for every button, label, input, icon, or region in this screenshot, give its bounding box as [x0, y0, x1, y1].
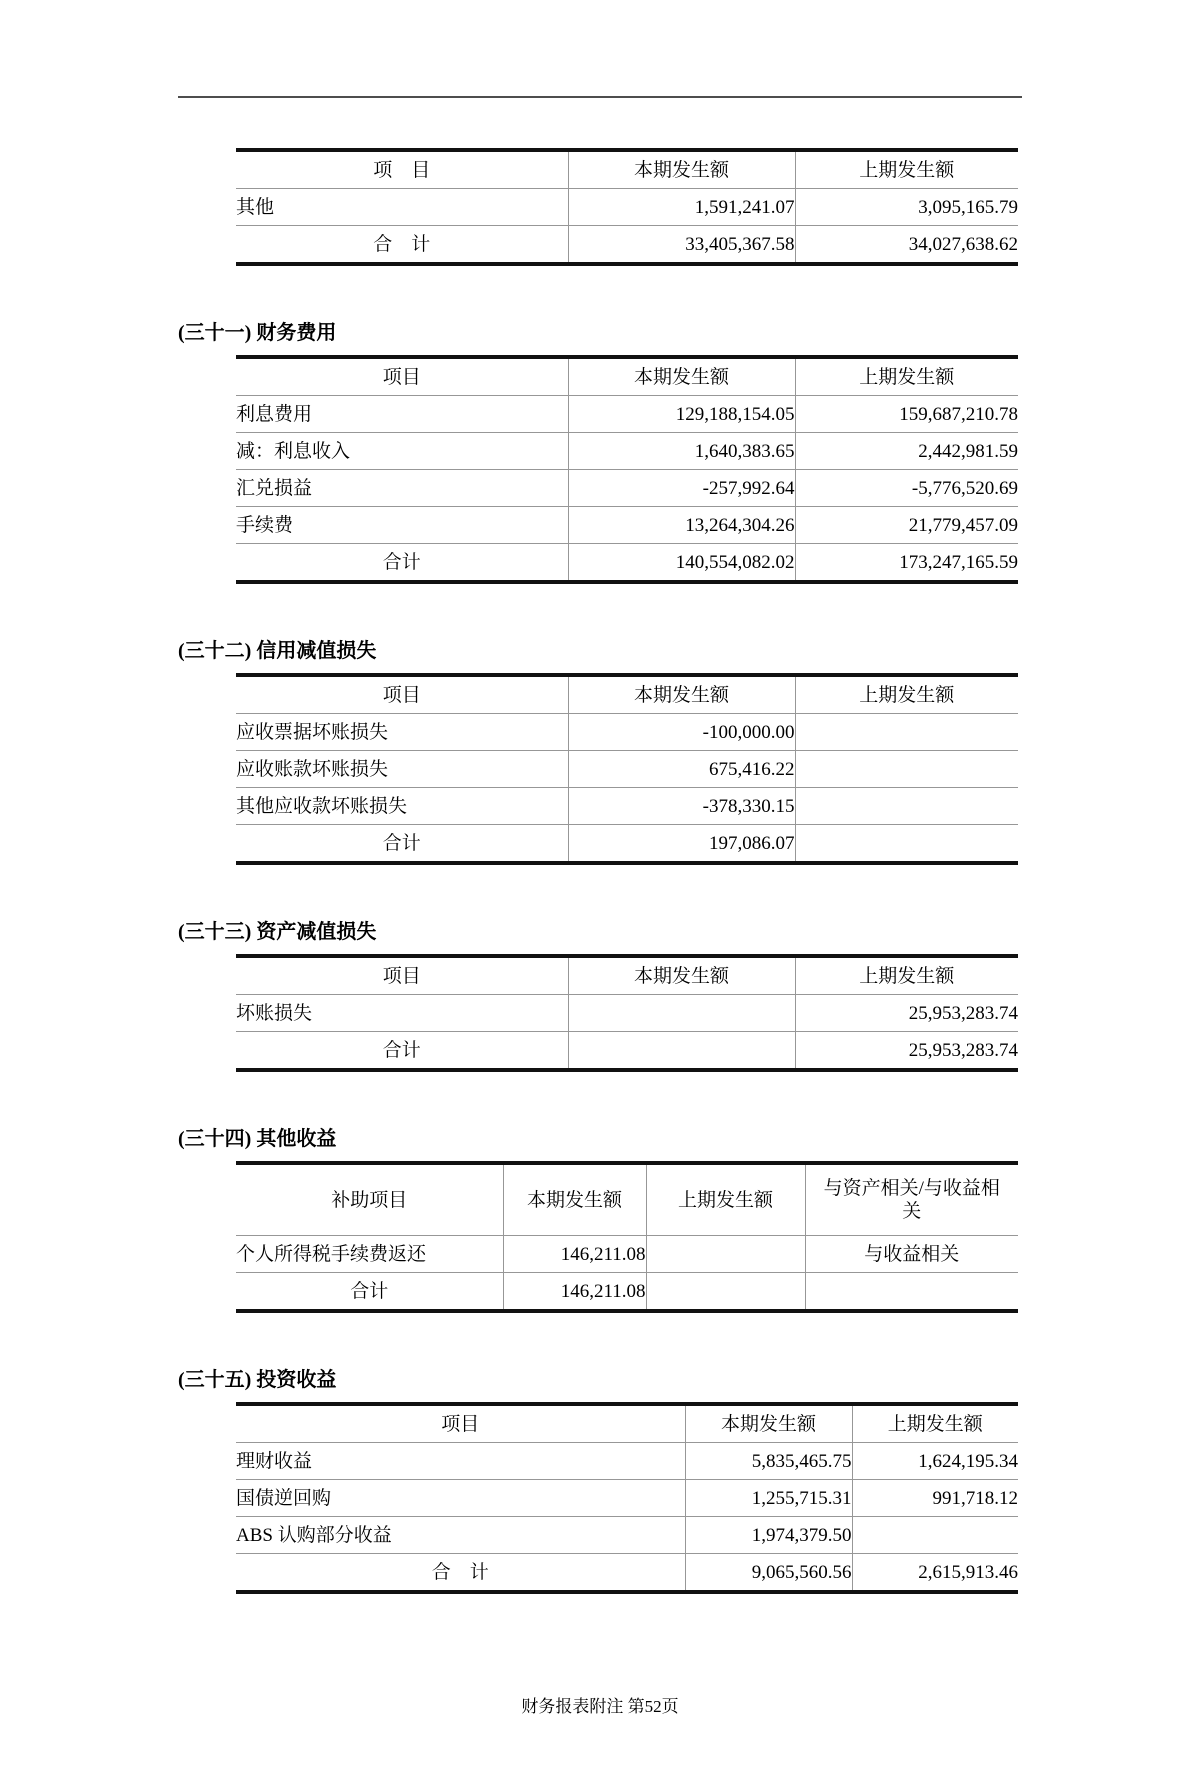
financial-expenses-table — [236, 355, 1018, 584]
cell-value: -100,000.00 — [568, 714, 795, 751]
row-label-total: 合 计 — [236, 226, 568, 265]
row-label: 应收票据坏账损失 — [236, 714, 568, 751]
page-footer-text: 财务报表附注 第52页 — [521, 1697, 679, 1716]
row-label-total: 合计 — [236, 1032, 568, 1071]
table-row — [236, 1517, 1018, 1554]
cell-value: 1,640,383.65 — [568, 433, 795, 470]
cell-value: -257,992.64 — [568, 470, 795, 507]
cell-value: 1,974,379.50 — [685, 1517, 852, 1554]
asset-impairment-table — [236, 954, 1018, 1072]
document-page — [0, 96, 1200, 1792]
cell-value: 34,027,638.62 — [795, 226, 1018, 265]
cell-value: -378,330.15 — [568, 788, 795, 825]
table-row — [236, 189, 1018, 226]
table-header-row — [236, 956, 1018, 995]
col-header-current-period: 本期发生额 — [685, 1404, 852, 1443]
table-row — [236, 433, 1018, 470]
col-header-prior-period: 上期发生额 — [646, 1163, 805, 1236]
table-row — [236, 788, 1018, 825]
cell-value-empty — [795, 714, 1018, 751]
cell-value: 1,591,241.07 — [568, 189, 795, 226]
col-header-item: 项目 — [382, 366, 421, 388]
section-title-investment-income: (三十五) 投资收益 — [178, 1369, 337, 1391]
cell-value-empty — [795, 825, 1018, 864]
table-row — [236, 1443, 1018, 1480]
col-header-prior-period: 上期发生额 — [852, 1404, 1018, 1443]
row-label: 利息费用 — [236, 396, 568, 433]
col-header-current-period: 本期发生额 — [568, 956, 795, 995]
table-row — [236, 396, 1018, 433]
row-label-total: 合计 — [236, 544, 568, 583]
cell-value: 991,718.12 — [852, 1480, 1018, 1517]
cell-value: 675,416.22 — [568, 751, 795, 788]
table-row — [236, 470, 1018, 507]
row-label-total: 合计 — [236, 1273, 503, 1312]
row-label: 其他应收款坏账损失 — [236, 788, 568, 825]
cell-value: 13,264,304.26 — [568, 507, 795, 544]
cell-value: -5,776,520.69 — [795, 470, 1018, 507]
page-footer — [178, 1696, 1022, 1718]
table-row — [236, 1480, 1018, 1517]
section-title-asset-impairment: (三十三) 资产减值损失 — [178, 921, 377, 943]
col-header-prior-period: 上期发生额 — [795, 956, 1018, 995]
cell-value-empty — [568, 1032, 795, 1071]
section-title-credit-impairment: (三十二) 信用减值损失 — [178, 640, 377, 662]
row-label: 其他 — [236, 189, 568, 226]
col-header-item: 项目 — [382, 684, 421, 706]
col-header-prior-period: 上期发生额 — [795, 675, 1018, 714]
section-title-other-income: (三十四) 其他收益 — [178, 1128, 337, 1150]
cell-value: 25,953,283.74 — [795, 1032, 1018, 1071]
table-header-row — [236, 1163, 1018, 1236]
cell-value: 129,188,154.05 — [568, 396, 795, 433]
table-total-row — [236, 226, 1018, 265]
cell-value: 2,442,981.59 — [795, 433, 1018, 470]
table-header-row — [236, 1404, 1018, 1443]
cell-value-empty — [805, 1273, 1018, 1312]
cell-value: 9,065,560.56 — [685, 1554, 852, 1593]
carryover-expense-table — [236, 148, 1018, 266]
cell-value: 140,554,082.02 — [568, 544, 795, 583]
cell-value: 与收益相关 — [805, 1236, 1018, 1273]
cell-value: 146,211.08 — [503, 1273, 646, 1312]
row-label: 个人所得税手续费返还 — [236, 1236, 503, 1273]
cell-value-empty — [795, 751, 1018, 788]
col-header-subsidy-item: 补助项目 — [331, 1189, 408, 1211]
cell-value-empty — [795, 788, 1018, 825]
cell-value: 33,405,367.58 — [568, 226, 795, 265]
table-total-row — [236, 544, 1018, 583]
cell-value-empty — [646, 1236, 805, 1273]
table-row — [236, 507, 1018, 544]
col-header-item: 项目 — [382, 965, 421, 987]
cell-value: 1,255,715.31 — [685, 1480, 852, 1517]
row-label: 减：利息收入 — [236, 433, 568, 470]
col-header-item: 项目 — [441, 1413, 480, 1435]
section-title-financial-expenses: (三十一) 财务费用 — [178, 322, 337, 344]
cell-value: 1,624,195.34 — [852, 1443, 1018, 1480]
table-row — [236, 751, 1018, 788]
spacer — [0, 98, 1200, 148]
table-total-row — [236, 825, 1018, 864]
row-label: 理财收益 — [236, 1443, 685, 1480]
row-label: ABS 认购部分收益 — [236, 1517, 685, 1554]
col-header-current-period: 本期发生额 — [568, 357, 795, 396]
cell-value: 3,095,165.79 — [795, 189, 1018, 226]
cell-value: 146,211.08 — [503, 1236, 646, 1273]
row-label: 应收账款坏账损失 — [236, 751, 568, 788]
cell-value-empty — [852, 1517, 1018, 1554]
table-total-row — [236, 1273, 1018, 1312]
cell-value-empty — [646, 1273, 805, 1312]
table-header-row — [236, 675, 1018, 714]
col-header-prior-period: 上期发生额 — [795, 357, 1018, 396]
table-total-row — [236, 1032, 1018, 1071]
row-label-total: 合 计 — [236, 1554, 685, 1593]
col-header-current-period: 本期发生额 — [503, 1163, 646, 1236]
cell-value-empty — [568, 995, 795, 1032]
col-header-prior-period: 上期发生额 — [795, 150, 1018, 189]
row-label: 手续费 — [236, 507, 568, 544]
table-row — [236, 995, 1018, 1032]
col-header-item: 项 目 — [373, 159, 431, 181]
row-label: 国债逆回购 — [236, 1480, 685, 1517]
row-label: 坏账损失 — [236, 995, 568, 1032]
row-label-total: 合计 — [236, 825, 568, 864]
col-header-asset-or-income-related: 与资产相关/与收益相关 — [805, 1163, 1018, 1236]
cell-value: 2,615,913.46 — [852, 1554, 1018, 1593]
table-total-row — [236, 1554, 1018, 1593]
credit-impairment-table — [236, 673, 1018, 865]
table-header-row — [236, 357, 1018, 396]
cell-value: 173,247,165.59 — [795, 544, 1018, 583]
col-header-current-period: 本期发生额 — [568, 675, 795, 714]
investment-income-table — [236, 1402, 1018, 1594]
table-row — [236, 714, 1018, 751]
cell-value: 5,835,465.75 — [685, 1443, 852, 1480]
table-row — [236, 1236, 1018, 1273]
cell-value: 197,086.07 — [568, 825, 795, 864]
cell-value: 25,953,283.74 — [795, 995, 1018, 1032]
cell-value: 21,779,457.09 — [795, 507, 1018, 544]
table-header-row — [236, 150, 1018, 189]
cell-value: 159,687,210.78 — [795, 396, 1018, 433]
other-income-table — [236, 1161, 1018, 1313]
row-label: 汇兑损益 — [236, 470, 568, 507]
col-header-current-period: 本期发生额 — [568, 150, 795, 189]
